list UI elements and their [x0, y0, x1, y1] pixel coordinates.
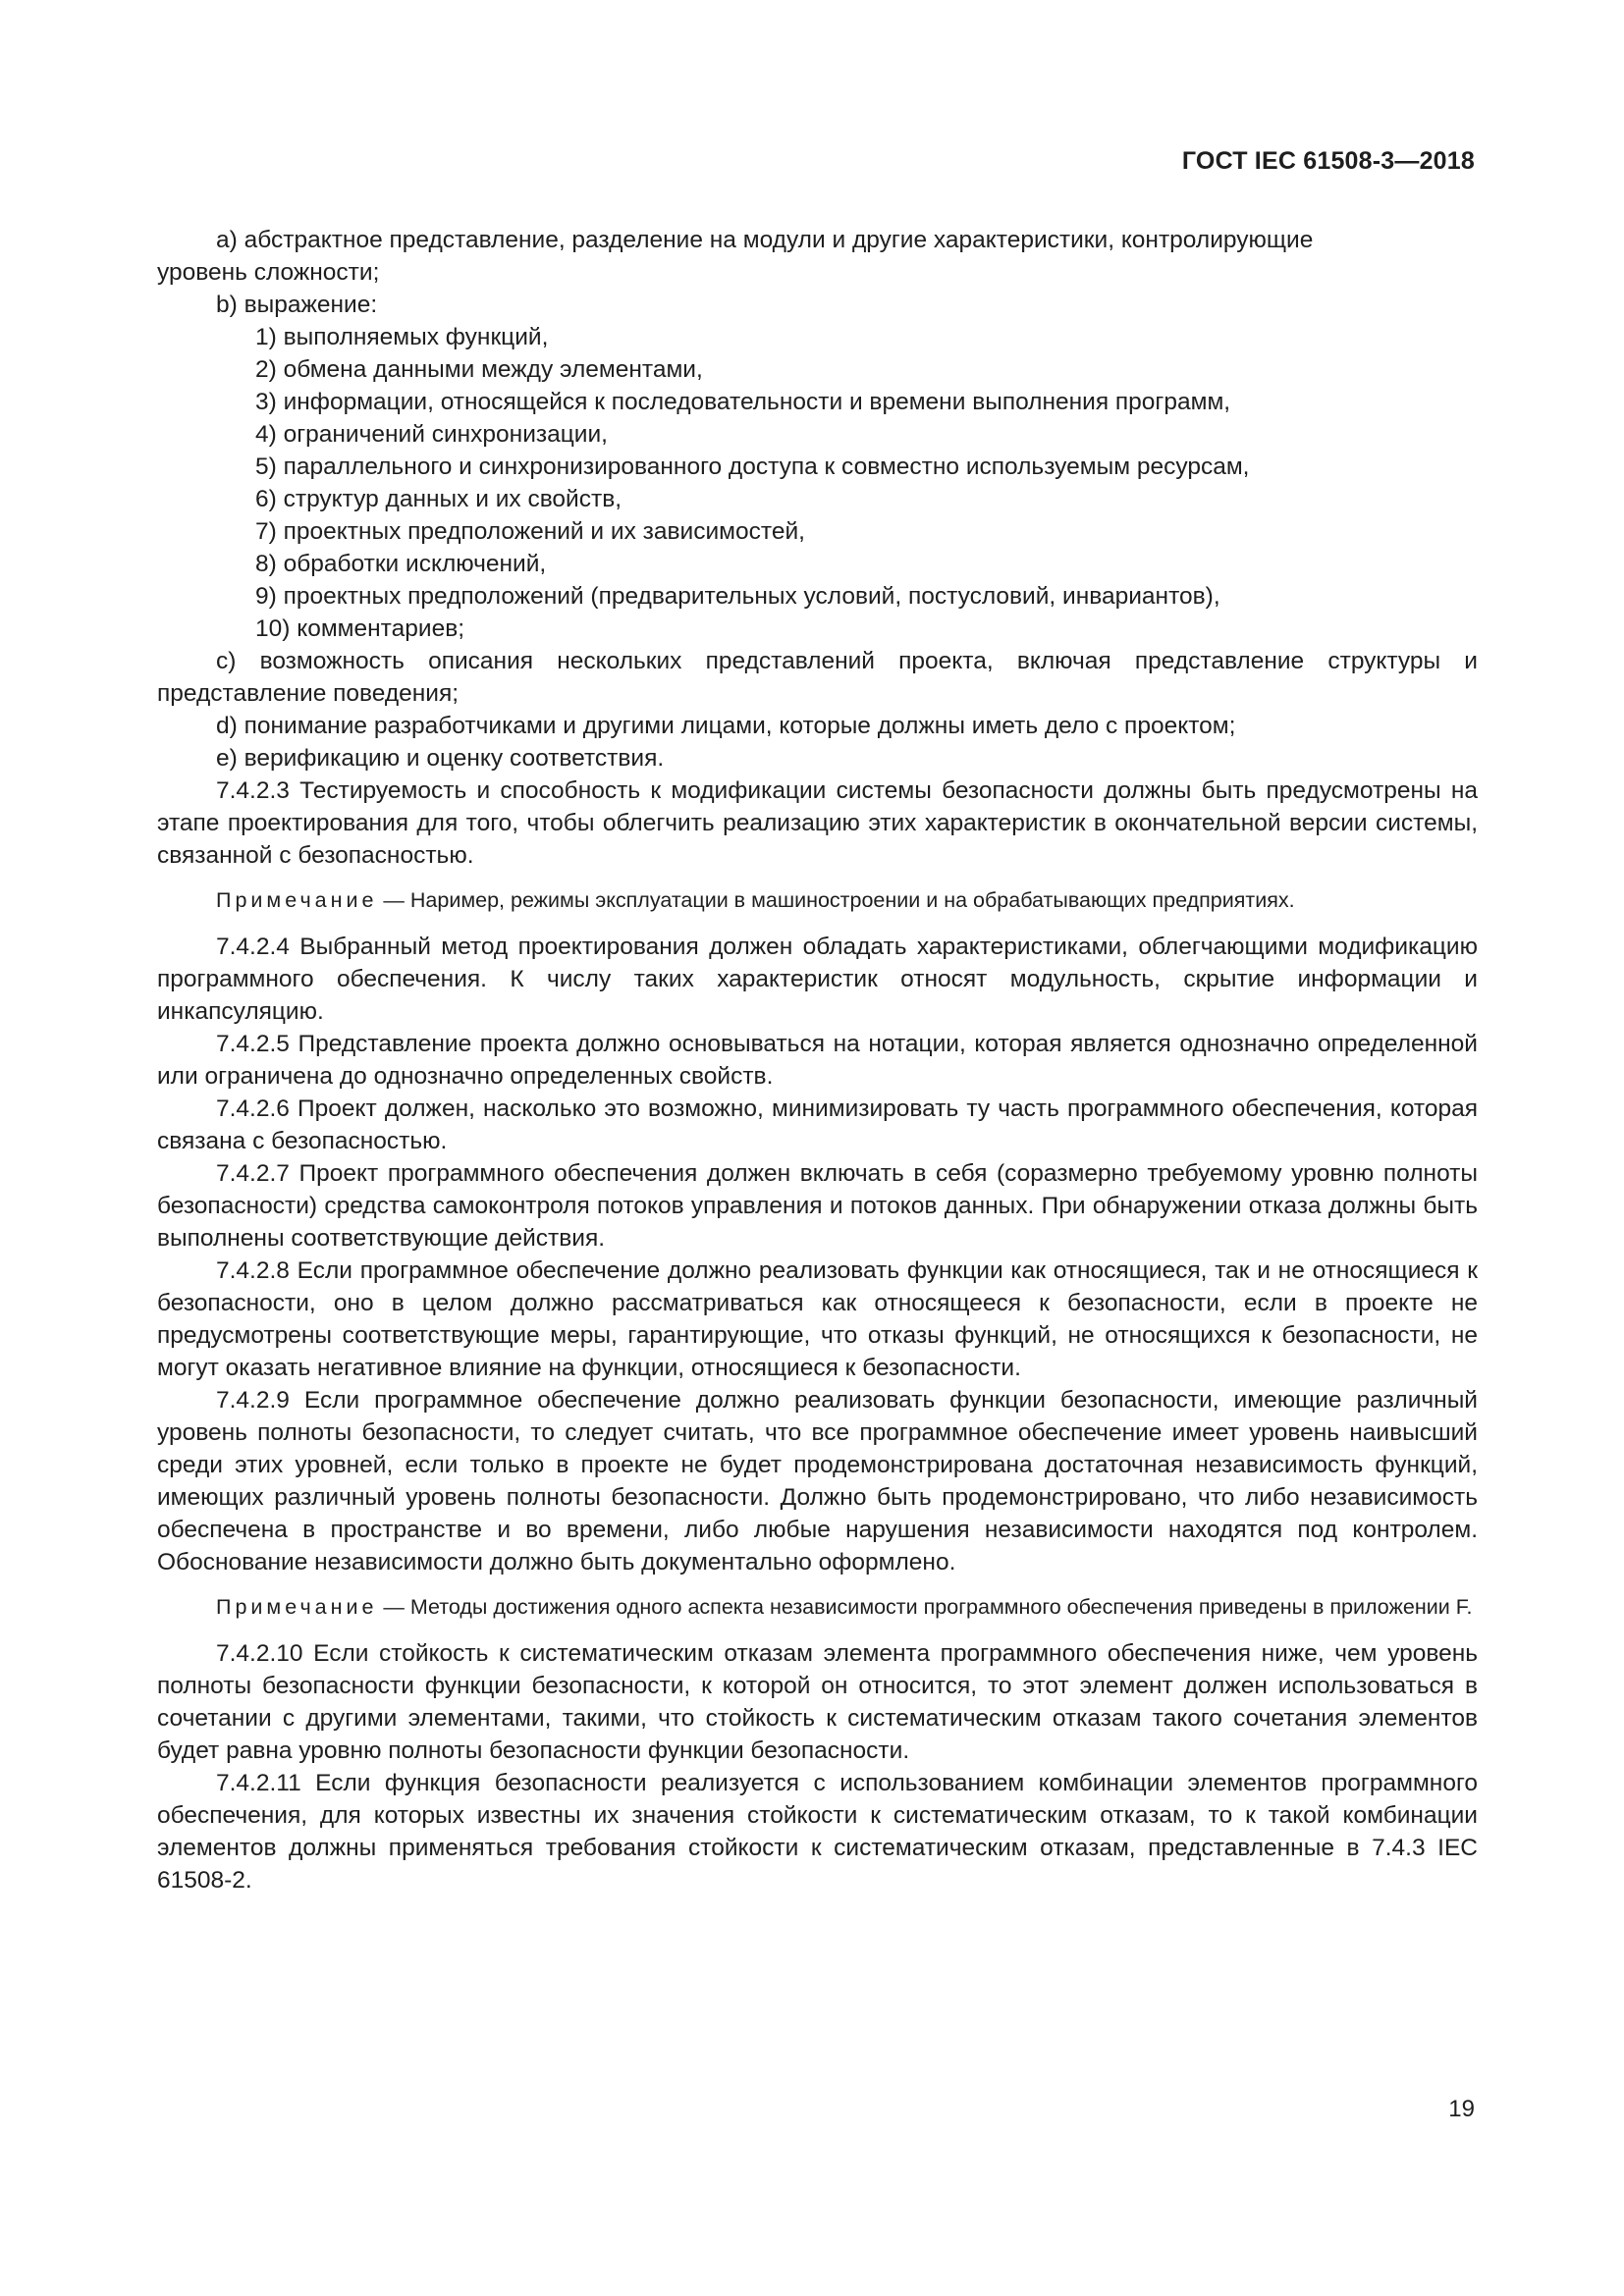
note-label: Примечание	[216, 888, 378, 912]
sub-item-8: 8) обработки исключений,	[255, 551, 547, 577]
paragraph-7-4-2-8: 7.4.2.8 Если программное обеспечение должно реализовать функции как относящиеся, так и не относящиеся к безопасности, оно в целом должно рассматриваться как относящееся к безопасности, если в проекте не предусмотрены соответствующие меры, гарантирующие, что отказы функций, не относящихся к безопасности, не могут оказать негативное влияние на функции, относящиеся к безопасности.	[157, 1257, 1478, 1381]
sub-item-7: 7) проектных предположений и их зависимостей,	[255, 518, 805, 545]
paragraph-7-4-2-5: 7.4.2.5 Представление проекта должно основываться на нотации, которая является однозначно определенной или ограничена до однозначно определенных свойств.	[157, 1031, 1478, 1090]
note-2	[157, 1592, 1478, 1622]
note-text: — Методы достижения одного аспекта независимости программного обеспечения приведены в приложении F.	[377, 1595, 1473, 1619]
page-number: 19	[1448, 2096, 1475, 2122]
document-body	[157, 224, 1478, 1896]
list-item-a-continuation: уровень сложности;	[157, 259, 380, 286]
sub-item-1: 1) выполняемых функций,	[255, 324, 549, 350]
sub-item-3: 3) информации, относящейся к последовательности и времени выполнения программ,	[255, 389, 1231, 415]
sub-item-6: 6) структур данных и их свойств,	[255, 486, 623, 512]
paragraph-7-4-2-7: 7.4.2.7 Проект программного обеспечения должен включать в себя (соразмерно требуемому уровню полноты безопасности) средства самоконтроля потоков управления и потоков данных. При обнаружении отказа должны быть выполнены соответствующие действия.	[157, 1160, 1478, 1252]
note-label: Примечание	[216, 1595, 378, 1619]
sub-item-9: 9) проектных предположений (предварительных условий, постусловий, инвариантов),	[255, 583, 1220, 610]
sub-item-10: 10) комментариев;	[255, 615, 465, 642]
paragraph-7-4-2-3: 7.4.2.3 Тестируемость и способность к модификации системы безопасности должны быть предусмотрены на этапе проектирования для того, чтобы облегчить реализацию этих характеристик в окончательной версии системы, связанной с безопасностью.	[157, 777, 1478, 869]
sub-item-2: 2) обмена данными между элементами,	[255, 356, 703, 383]
list-item-d: d) понимание разработчиками и другими лицами, которые должны иметь дело с проектом;	[216, 713, 1236, 739]
note-1	[157, 885, 1478, 915]
document-header: ГОСТ IEC 61508-3—2018	[1181, 147, 1475, 175]
list-item-e: e) верификацию и оценку соответствия.	[216, 745, 665, 772]
sub-item-5: 5) параллельного и синхронизированного доступа к совместно используемым ресурсам,	[255, 454, 1250, 480]
note-text: — Наример, режимы эксплуатации в машиностроении и на обрабатывающих предприятиях.	[377, 888, 1295, 912]
paragraph-7-4-2-9: 7.4.2.9 Если программное обеспечение должно реализовать функции безопасности, имеющие различный уровень полноты безопасности, то следует считать, что все программное обеспечение имеет уровень наивысший среди этих уровней, если только в проекте не будет продемонстрирована достаточная независимость функций, имеющих различный уровень полноты безопасности. Должно быть продемонстрировано, что либо независимость обеспечена в пространстве и во времени, либо любые нарушения независимости находятся под контролем. Обоснование независимости должно быть документально оформлено.	[157, 1387, 1478, 1575]
paragraph-7-4-2-10: 7.4.2.10 Если стойкость к систематическим отказам элемента программного обеспечения ниже, чем уровень полноты безопасности функции безопасности, к которой он относится, то этот элемент должен использоваться в сочетании с другими элементами, такими, что стойкость к систематическим отказам такого сочетания элементов будет равна уровню полноты безопасности функции безопасности.	[157, 1640, 1478, 1764]
paragraph-7-4-2-11: 7.4.2.11 Если функция безопасности реализуется с использованием комбинации элементов программного обеспечения, для которых известны их значения стойкости к систематическим отказам, то к такой комбинации элементов должны применяться требования стойкости к систематическим отказам, представленные в 7.4.3 IEC 61508-2.	[157, 1770, 1478, 1894]
sub-item-4: 4) ограничений синхронизации,	[255, 421, 608, 448]
list-item-a: а) абстрактное представление, разделение на модули и другие характеристики, контролирующие	[216, 227, 1314, 253]
list-item-b: b) выражение:	[216, 292, 378, 318]
paragraph-7-4-2-4: 7.4.2.4 Выбранный метод проектирования должен обладать характеристиками, облегчающими модификацию программного обеспечения. К числу таких характеристик относят модульность, скрытие информации и инкапсуляцию.	[157, 934, 1478, 1025]
paragraph-7-4-2-6: 7.4.2.6 Проект должен, насколько это возможно, минимизировать ту часть программного обеспечения, которая связана с безопасностью.	[157, 1095, 1478, 1154]
list-item-c: c) возможность описания нескольких представлений проекта, включая представление структуры и представление поведения;	[157, 648, 1478, 707]
